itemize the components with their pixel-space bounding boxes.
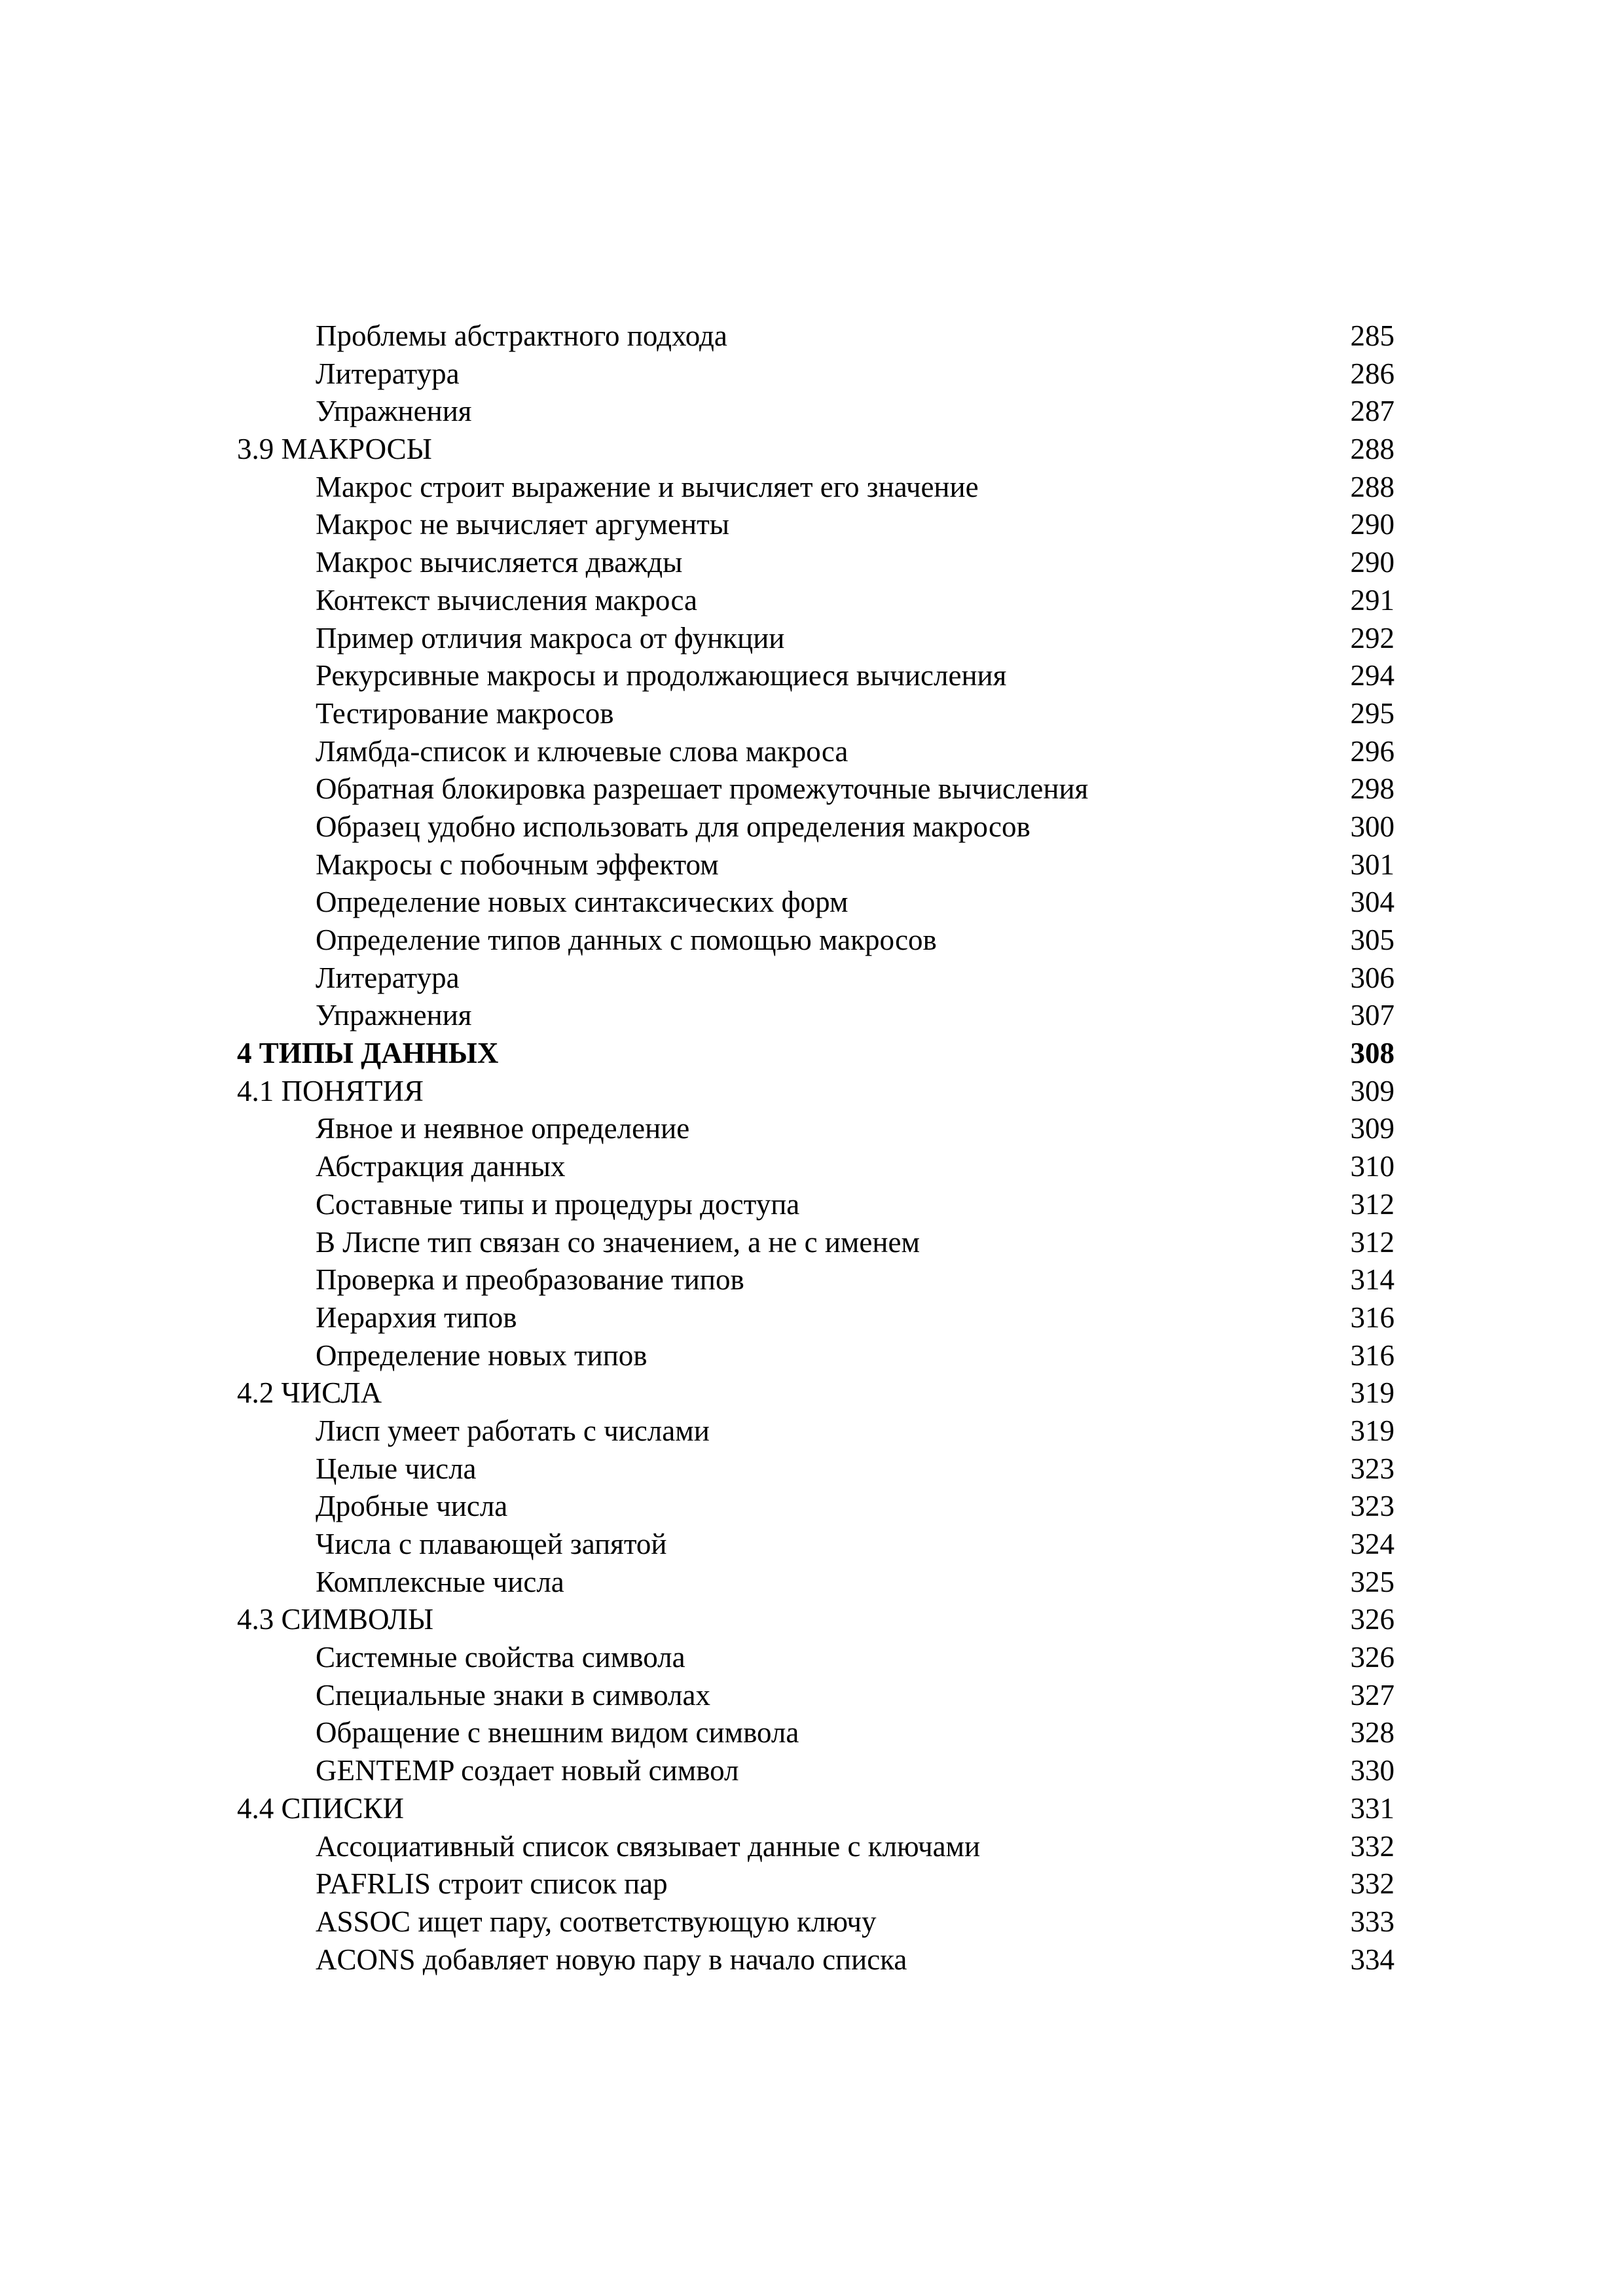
toc-subsection <box>237 469 1395 507</box>
toc-entry-page: 286 <box>1350 357 1395 390</box>
toc-entry-title: Контекст вычисления макроса <box>316 583 697 617</box>
toc-subsection <box>237 1941 1395 1979</box>
toc-entry-page: 309 <box>1350 1074 1395 1107</box>
toc-subsection <box>237 922 1395 960</box>
toc-subsection <box>237 620 1395 658</box>
toc-entry-title: 4.1 ПОНЯТИЯ <box>237 1074 424 1107</box>
toc-entry-title: 4.2 ЧИСЛА <box>237 1376 382 1410</box>
toc-entry-title: Числа с плавающей запятой <box>316 1528 667 1560</box>
toc-entry-page: 288 <box>1350 433 1395 466</box>
toc-entry-page: 290 <box>1350 508 1395 541</box>
toc-subsection <box>237 884 1395 922</box>
toc-subsection <box>237 1224 1395 1262</box>
toc-subsection <box>237 1110 1395 1148</box>
toc-entry-title: Абстракция данных <box>316 1150 566 1183</box>
toc-entry-title: ACONS добавляет новую пару в начало списка <box>316 1943 907 1976</box>
toc-entry-title: 4.4 СПИСКИ <box>237 1791 405 1825</box>
toc-entry-title: Определение типов данных с помощью макросов <box>316 924 937 956</box>
toc-entry-page: 306 <box>1350 961 1395 994</box>
toc-subsection <box>237 1564 1395 1602</box>
toc-entry-page: 296 <box>1350 734 1395 768</box>
toc-subsection <box>237 1677 1395 1715</box>
toc-entry-page: 292 <box>1350 621 1395 655</box>
toc-entry-page: 305 <box>1350 924 1395 956</box>
toc-entry-page: 334 <box>1350 1943 1395 1976</box>
toc-subsection <box>237 1903 1395 1941</box>
toc-chapter <box>237 1035 1395 1073</box>
toc-entry-title: Образец удобно использовать для определения макросов <box>316 810 1030 843</box>
toc-entry-title: Составные типы и процедуры доступа <box>316 1187 800 1221</box>
toc-entry-title: Определение новых типов <box>316 1338 647 1372</box>
toc-entry-title: Проверка и преобразование типов <box>316 1263 744 1297</box>
toc-subsection <box>237 506 1395 544</box>
toc-entry-title: Литература <box>316 961 460 994</box>
toc-subsection <box>237 317 1395 355</box>
toc-section <box>237 1790 1395 1828</box>
toc-entry-page: 287 <box>1350 395 1395 428</box>
toc-entry-page: 332 <box>1350 1867 1395 1901</box>
toc-entry-title: Явное и неявное определение <box>316 1112 690 1145</box>
toc-entry-page: 310 <box>1350 1150 1395 1183</box>
toc-entry-title: Упражнения <box>316 395 472 428</box>
toc-entry-page: 308 <box>1350 1037 1395 1070</box>
toc-entry-title: Лисп умеет работать с числами <box>316 1414 710 1447</box>
toc-entry-page: 332 <box>1350 1829 1395 1863</box>
toc-entry-page: 300 <box>1350 810 1395 843</box>
toc-entry-page: 316 <box>1350 1338 1395 1372</box>
toc-entry-page: 333 <box>1350 1905 1395 1938</box>
toc-subsection <box>237 1639 1395 1677</box>
toc-entry-title: Специальные знаки в символах <box>316 1678 710 1712</box>
toc-entry-page: 298 <box>1350 772 1395 806</box>
toc-entry-title: ASSOC ищет пару, соответствующую ключу <box>316 1905 877 1938</box>
toc-subsection <box>237 582 1395 620</box>
toc-entry-title: Определение новых синтаксических форм <box>316 886 848 919</box>
toc-subsection <box>237 1337 1395 1375</box>
toc-entry-page: 331 <box>1350 1791 1395 1825</box>
toc-entry-page: 314 <box>1350 1263 1395 1297</box>
toc-entry-title: Проблемы абстрактного подхода <box>316 319 727 352</box>
toc-entry-page: 304 <box>1350 886 1395 919</box>
toc-entry-page: 324 <box>1350 1528 1395 1560</box>
toc-entry-page: 309 <box>1350 1112 1395 1145</box>
toc-entry-title: GENTEMP создает новый символ <box>316 1754 739 1787</box>
toc-entry-title: 3.9 МАКРОСЫ <box>237 433 432 466</box>
toc-entry-page: 312 <box>1350 1225 1395 1259</box>
toc-entry-page: 323 <box>1350 1490 1395 1523</box>
toc-entry-title: 4.3 СИМВОЛЫ <box>237 1603 434 1636</box>
toc-entry-title: Комплексные числа <box>316 1565 564 1598</box>
toc-subsection <box>237 1186 1395 1224</box>
toc-subsection <box>237 1526 1395 1564</box>
toc-entry-title: Обращение с внешним видом символа <box>316 1716 799 1749</box>
toc-subsection <box>237 1714 1395 1752</box>
toc-subsection <box>237 657 1395 695</box>
toc-subsection <box>237 960 1395 997</box>
toc-section <box>237 1073 1395 1111</box>
toc-entry-title: Лямбда-список и ключевые слова макроса <box>316 734 848 768</box>
toc-entry-title: Упражнения <box>316 999 472 1032</box>
toc-subsection <box>237 1828 1395 1866</box>
toc-subsection <box>237 544 1395 582</box>
toc-subsection <box>237 1865 1395 1903</box>
toc-entry-page: 316 <box>1350 1300 1395 1334</box>
toc-section <box>237 431 1395 469</box>
toc-entry-title: Пример отличия макроса от функции <box>316 621 785 655</box>
toc-entry-title: Макрос не вычисляет аргументы <box>316 508 729 541</box>
toc-entry-page: 325 <box>1350 1565 1395 1598</box>
toc-subsection <box>237 846 1395 884</box>
toc-subsection <box>237 808 1395 846</box>
toc-entry-title: Системные свойства символа <box>316 1641 685 1674</box>
toc-entry-page: 291 <box>1350 583 1395 617</box>
toc-section <box>237 1601 1395 1639</box>
toc-entry-page: 323 <box>1350 1452 1395 1485</box>
toc-entry-title: Иерархия типов <box>316 1300 517 1334</box>
toc-entry-page: 328 <box>1350 1716 1395 1749</box>
toc-subsection <box>237 1261 1395 1299</box>
toc-entry-page: 326 <box>1350 1641 1395 1674</box>
toc-entry-page: 319 <box>1350 1376 1395 1410</box>
toc-entry-page: 295 <box>1350 696 1395 730</box>
toc-subsection <box>237 355 1395 393</box>
toc-subsection <box>237 733 1395 771</box>
toc-entry-page: 294 <box>1350 659 1395 692</box>
toc-subsection <box>237 1752 1395 1790</box>
toc-entry-page: 312 <box>1350 1187 1395 1221</box>
toc-entry-title: Макросы с побочным эффектом <box>316 848 719 881</box>
toc-entry-title: В Лиспе тип связан со значением, а не с именем <box>316 1225 920 1259</box>
toc-subsection <box>237 1299 1395 1337</box>
toc-entry-page: 285 <box>1350 319 1395 352</box>
toc-subsection <box>237 1488 1395 1526</box>
toc-entry-page: 319 <box>1350 1414 1395 1447</box>
table-of-contents <box>237 317 1395 1979</box>
toc-subsection <box>237 1412 1395 1450</box>
toc-subsection <box>237 997 1395 1035</box>
toc-entry-title: Тестирование макросов <box>316 696 614 730</box>
toc-subsection <box>237 770 1395 808</box>
toc-entry-page: 290 <box>1350 546 1395 579</box>
toc-subsection <box>237 1450 1395 1488</box>
toc-entry-page: 326 <box>1350 1603 1395 1636</box>
toc-entry-page: 288 <box>1350 470 1395 503</box>
toc-entry-title: Макрос строит выражение и вычисляет его значение <box>316 470 979 503</box>
toc-entry-title: PAFRLIS строит список пар <box>316 1867 668 1901</box>
toc-entry-page: 327 <box>1350 1678 1395 1712</box>
toc-entry-title: Ассоциативный список связывает данные с ключами <box>316 1829 981 1863</box>
toc-entry-page: 307 <box>1350 999 1395 1032</box>
toc-entry-page: 330 <box>1350 1754 1395 1787</box>
toc-entry-title: Литература <box>316 357 460 390</box>
toc-entry-title: Целые числа <box>316 1452 477 1485</box>
toc-entry-title: Обратная блокировка разрешает промежуточные вычисления <box>316 772 1089 806</box>
toc-entry-title: Рекурсивные макросы и продолжающиеся вычисления <box>316 659 1007 692</box>
toc-subsection <box>237 393 1395 431</box>
toc-subsection <box>237 1148 1395 1186</box>
toc-entry-title: 4 ТИПЫ ДАННЫХ <box>237 1037 499 1070</box>
toc-subsection <box>237 695 1395 733</box>
toc-entry-title: Дробные числа <box>316 1490 508 1523</box>
toc-section <box>237 1374 1395 1412</box>
toc-entry-title: Макрос вычисляется дважды <box>316 546 683 579</box>
toc-entry-page: 301 <box>1350 848 1395 881</box>
